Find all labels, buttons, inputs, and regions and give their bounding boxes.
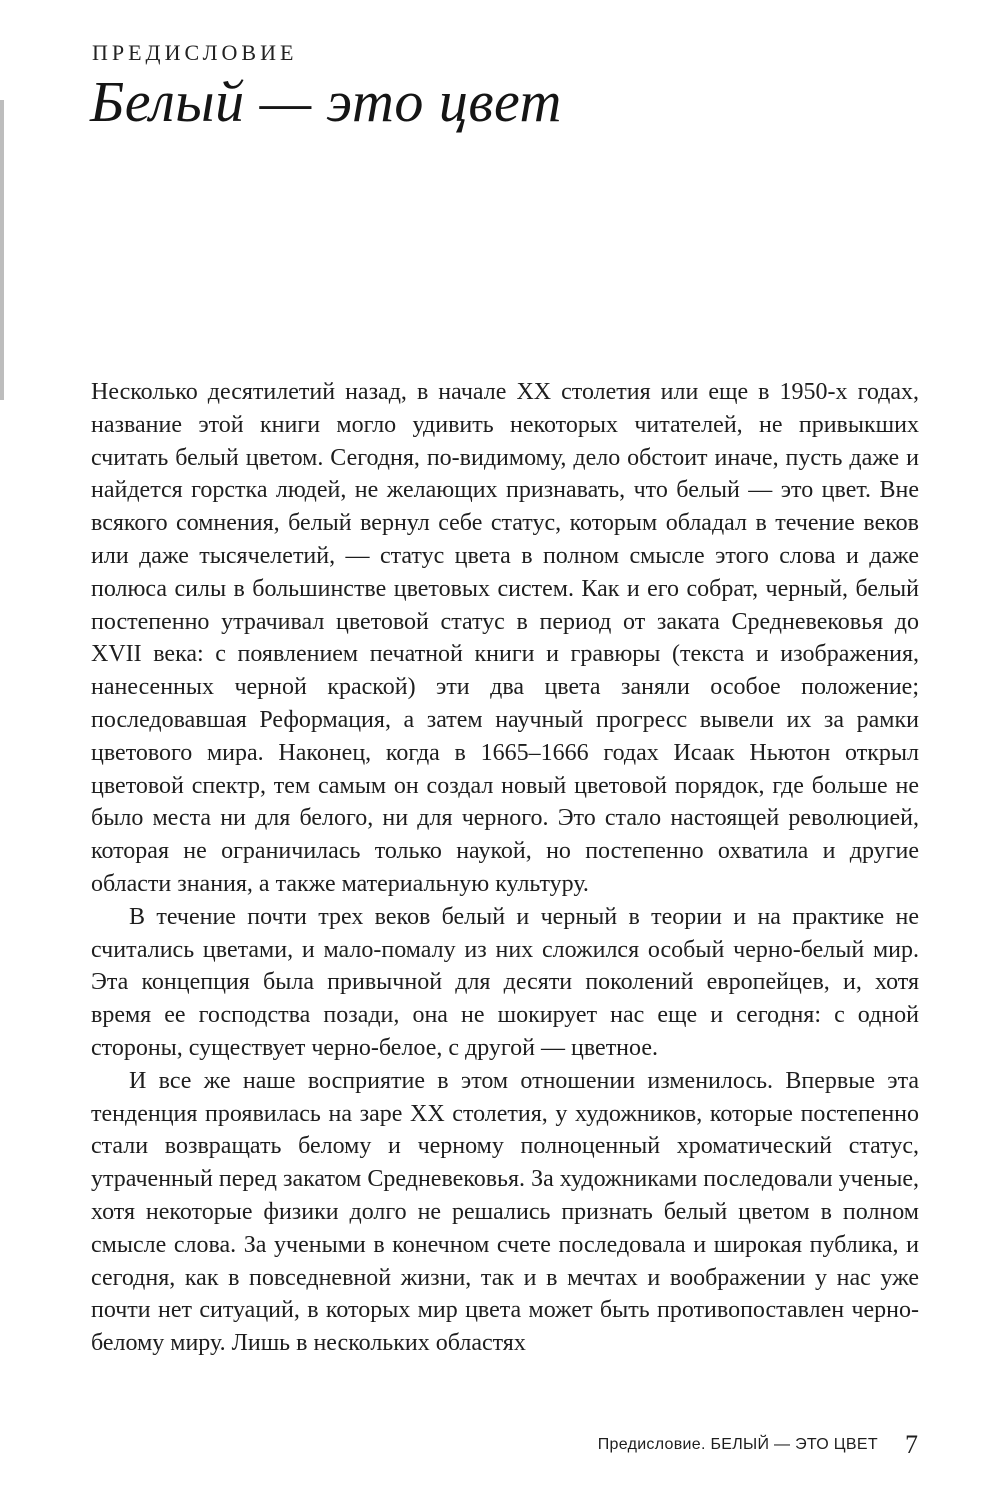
page-title: Белый — это цвет <box>90 69 562 134</box>
running-head: Предисловие. БЕЛЫЙ — ЭТО ЦВЕТ <box>597 1436 878 1453</box>
page-edge-shadow <box>0 100 4 400</box>
paragraph-3: И все же наше восприятие в этом отношении изменилось. Впервые эта тенденция проявилась на заре XX столетия, у художников, которые постепенно стали возвращать белому и черному полноценный хроматический статус, утраченный перед закатом Средневековья. За художниками последовали ученые, хотя некоторые физики долго не решались признать белый цветом в полном смысле слова. За учеными в конечном счете последовала и широкая публика, и сегодня, как в повседневной жизни, так и в мечтах и воображении у нас уже почти нет ситуаций, в которых мир цвета может быть противопоставлен черно-белому миру. Лишь в нескольких областях <box>91 1067 919 1357</box>
paragraph-2: В течение почти трех веков белый и черный в теории и на практике не считались цветами, и мало-помалу из них сложился особый черно-белый мир. Эта концепция была привычной для десяти поколений европейцев, и, хотя время ее господства позади, она не шокирует нас еще и сегодня: с одной стороны, существует черно-белое, с другой — цветное. <box>91 903 919 1061</box>
body-text <box>91 376 919 1360</box>
section-label: ПРЕДИСЛОВИЕ <box>92 40 298 65</box>
page-footer <box>0 1430 918 1460</box>
page-number: 7 <box>905 1430 918 1459</box>
paragraph-1: Несколько десятилетий назад, в начале XX столетия или еще в 1950-х годах, название этой книги могло удивить некоторых читателей, не привыкших считать белый цветом. Сегодня, по-видимому, дело обстоит иначе, пусть даже и найдется горстка людей, не желающих признавать, что белый — это цвет. Вне всякого сомнения, белый вернул себе статус, которым обладал в течение веков или даже тысячелетий, — статус цвета в полном смысле этого слова и даже полюса силы в большинстве цветовых систем. Как и его собрат, черный, белый постепенно утрачивал цветовой статус в период от заката Средневековья до XVII века: с появлением печатной книги и гравюры (текста и изображения, нанесенных черной краской) эти два цвета заняли особое положение; последовавшая Реформация, а затем научный прогресс вывели их за рамки цветового мира. Наконец, когда в 1665–1666 годах Исаак Ньютон открыл цветовой спектр, тем самым он создал новый цветовой порядок, где больше не было места ни для белого, ни для черного. Это стало настоящей революцией, которая не ограничилась только наукой, но постепенно охватила и другие области знания, а также материальную культуру. <box>91 379 919 897</box>
